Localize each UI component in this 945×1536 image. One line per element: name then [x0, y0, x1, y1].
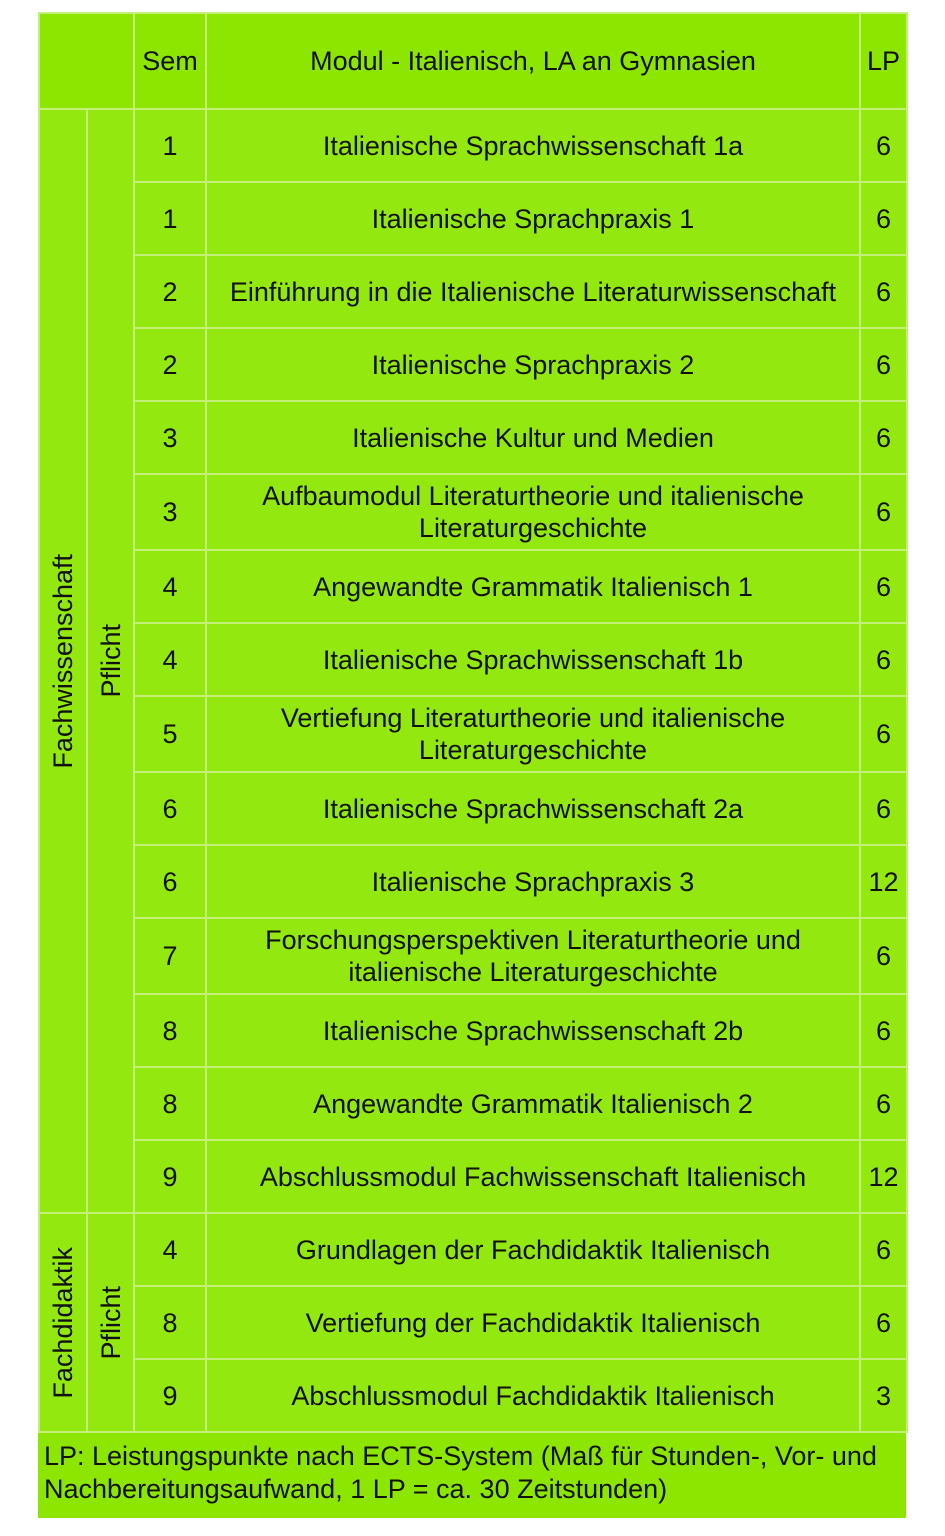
row-lp: 6 [860, 1286, 907, 1359]
module-row [39, 772, 907, 845]
module-table-body [39, 13, 907, 1432]
row-sem: 8 [134, 1286, 206, 1359]
row-sem: 4 [134, 550, 206, 623]
module-row [39, 474, 907, 550]
fachwissenschaft-type-label: Pflicht [95, 624, 126, 698]
row-lp: 6 [860, 1067, 907, 1140]
module-row [39, 845, 907, 918]
module-row [39, 623, 907, 696]
row-module: Vertiefung Literaturtheorie und italienische Literaturgeschichte [206, 696, 860, 772]
header-lp: LP [860, 13, 907, 109]
header-row [39, 13, 907, 109]
row-module: Abschlussmodul Fachdidaktik Italienisch [206, 1359, 860, 1432]
row-module: Einführung in die Italienische Literaturwissenschaft [206, 255, 860, 328]
row-sem: 2 [134, 328, 206, 401]
row-lp: 6 [860, 1213, 907, 1286]
module-table-sheet [38, 12, 906, 1518]
module-row [39, 994, 907, 1067]
fachwissenschaft-area-cell [39, 109, 87, 1213]
row-module: Italienische Sprachwissenschaft 2a [206, 772, 860, 845]
row-module: Italienische Sprachpraxis 3 [206, 845, 860, 918]
fachdidaktik-area-cell [39, 1213, 87, 1432]
module-row [39, 550, 907, 623]
row-module: Italienische Sprachwissenschaft 1b [206, 623, 860, 696]
row-sem: 9 [134, 1359, 206, 1432]
row-sem: 1 [134, 182, 206, 255]
header-module: Modul - Italienisch, LA an Gymnasien [206, 13, 860, 109]
row-sem: 3 [134, 401, 206, 474]
module-row [39, 1140, 907, 1213]
module-table [38, 12, 908, 1433]
row-lp: 6 [860, 696, 907, 772]
row-lp: 6 [860, 550, 907, 623]
row-module: Italienische Sprachwissenschaft 1a [206, 109, 860, 182]
module-row [39, 1067, 907, 1140]
row-module: Angewandte Grammatik Italienisch 1 [206, 550, 860, 623]
row-sem: 8 [134, 1067, 206, 1140]
row-module: Aufbaumodul Literaturtheorie und italienische Literaturgeschichte [206, 474, 860, 550]
row-lp: 6 [860, 109, 907, 182]
row-lp: 6 [860, 623, 907, 696]
row-lp: 6 [860, 182, 907, 255]
module-row [39, 182, 907, 255]
row-module: Italienische Sprachpraxis 1 [206, 182, 860, 255]
row-sem: 5 [134, 696, 206, 772]
row-module: Italienische Sprachpraxis 2 [206, 328, 860, 401]
row-module: Italienische Kultur und Medien [206, 401, 860, 474]
row-lp: 6 [860, 255, 907, 328]
module-row [39, 109, 907, 182]
row-sem: 9 [134, 1140, 206, 1213]
row-lp: 12 [860, 845, 907, 918]
row-lp: 6 [860, 474, 907, 550]
module-row [39, 696, 907, 772]
row-lp: 6 [860, 994, 907, 1067]
row-module: Vertiefung der Fachdidaktik Italienisch [206, 1286, 860, 1359]
row-sem: 1 [134, 109, 206, 182]
fachdidaktik-type-cell [87, 1213, 134, 1432]
row-module: Abschlussmodul Fachwissenschaft Italienisch [206, 1140, 860, 1213]
row-lp: 6 [860, 401, 907, 474]
footnote: LP: Leistungspunkte nach ECTS-System (Maß für Stunden-, Vor- und Nachbereitungsaufwand, 1 LP = ca. 30 Zeitstunden) [44, 1441, 877, 1504]
row-module: Grundlagen der Fachdidaktik Italienisch [206, 1213, 860, 1286]
row-sem: 6 [134, 845, 206, 918]
row-lp: 12 [860, 1140, 907, 1213]
fachwissenschaft-type-cell [87, 109, 134, 1213]
row-sem: 4 [134, 623, 206, 696]
row-sem: 4 [134, 1213, 206, 1286]
module-row [39, 401, 907, 474]
fachdidaktik-type-label: Pflicht [95, 1285, 126, 1360]
row-sem: 2 [134, 255, 206, 328]
row-lp: 6 [860, 918, 907, 994]
row-lp: 3 [860, 1359, 907, 1432]
header-blank-cell [39, 13, 134, 109]
fachdidaktik-area-label: Fachdidaktik [48, 1246, 78, 1399]
row-sem: 3 [134, 474, 206, 550]
fachwissenschaft-area-label: Fachwissenschaft [48, 553, 78, 769]
row-sem: 8 [134, 994, 206, 1067]
module-row [39, 1286, 907, 1359]
row-lp: 6 [860, 328, 907, 401]
row-module: Forschungsperspektiven Literaturtheorie und italienische Literaturgeschichte [206, 918, 860, 994]
row-sem: 7 [134, 918, 206, 994]
row-module: Italienische Sprachwissenschaft 2b [206, 994, 860, 1067]
module-row [39, 918, 907, 994]
module-row [39, 1359, 907, 1432]
row-sem: 6 [134, 772, 206, 845]
module-row [39, 255, 907, 328]
row-module: Angewandte Grammatik Italienisch 2 [206, 1067, 860, 1140]
module-row [39, 1213, 907, 1286]
row-lp: 6 [860, 772, 907, 845]
header-sem: Sem [134, 13, 206, 109]
module-row [39, 328, 907, 401]
